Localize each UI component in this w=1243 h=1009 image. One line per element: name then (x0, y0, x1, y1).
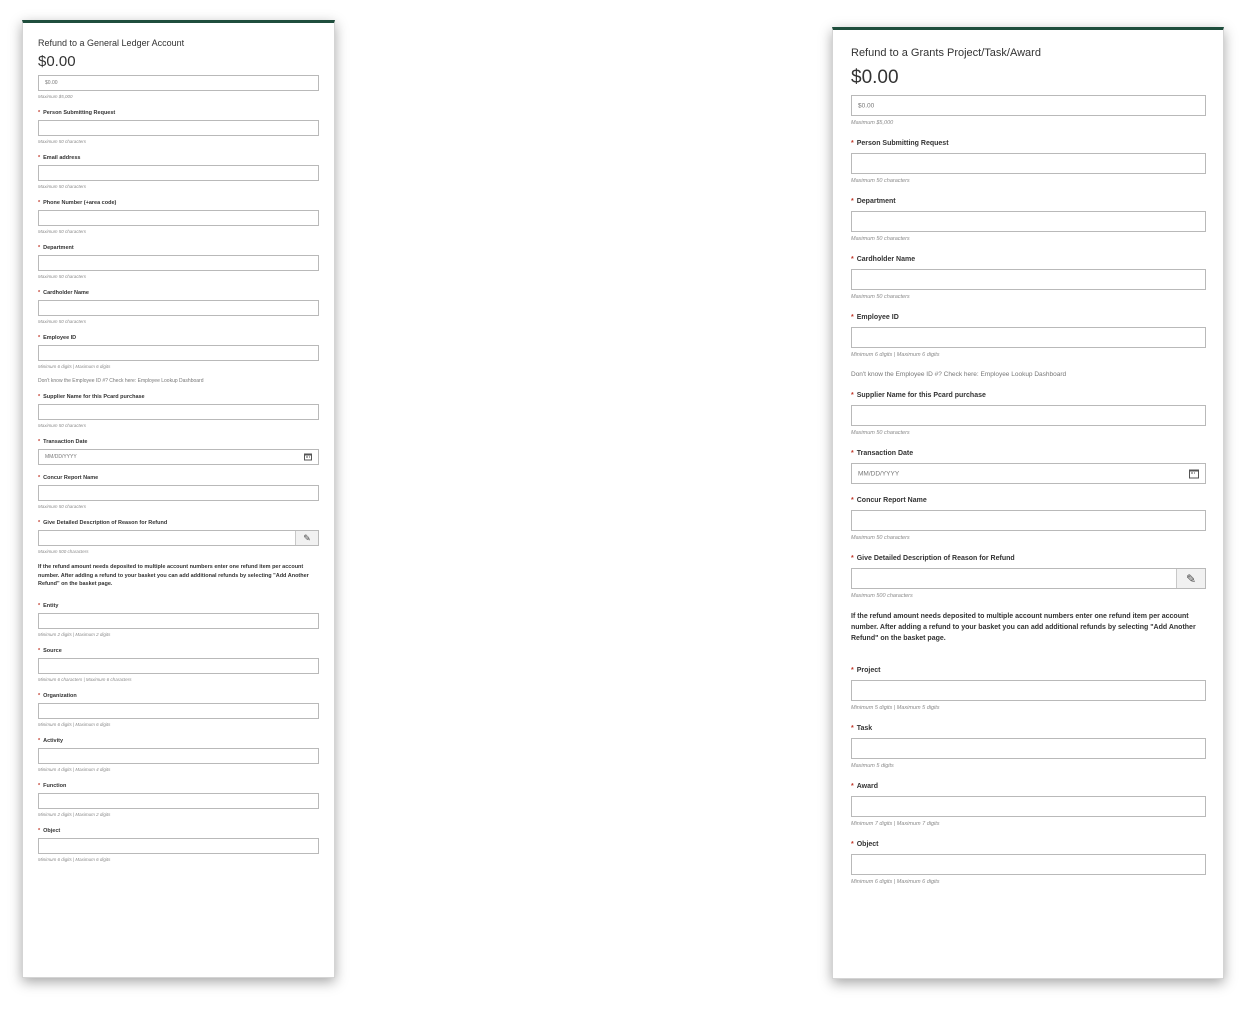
field-label: * Award (851, 782, 879, 790)
field-hint: Maximum 50 characters (851, 294, 910, 300)
field-label: * Phone Number (+area code) (38, 200, 117, 206)
amount-display: $0.00 (38, 53, 76, 70)
object-input[interactable] (851, 854, 1206, 875)
field-label: * Cardholder Name (38, 290, 89, 296)
transaction-date-input[interactable]: MM/DD/YYYY (851, 463, 1206, 484)
activity-input[interactable] (38, 748, 319, 764)
field-hint: Maximum 50 characters (38, 274, 87, 279)
field-hint: Maximum 50 characters (851, 535, 910, 541)
employee-lookup-link[interactable]: Employee Lookup Dashboard (980, 371, 1067, 378)
amount-hint: Maximum $5,000 (851, 120, 894, 126)
object-input[interactable] (38, 838, 319, 854)
field-hint: Maximum 50 characters (38, 139, 87, 144)
field-hint: Maximum 50 characters (38, 504, 87, 509)
field-hint: Minimum 6 digits | Maximum 6 digits (851, 878, 940, 885)
transaction-date-input[interactable]: MM/DD/YYYY (38, 449, 319, 465)
field-label: * Department (851, 198, 896, 205)
supplier-name-input[interactable] (38, 404, 319, 420)
field-hint: Minimum 6 digits | Maximum 6 digits (38, 721, 111, 727)
field-label: * Concur Report Name (851, 497, 927, 504)
project-input[interactable] (851, 680, 1206, 701)
field-hint: Minimum 2 digits | Maximum 2 digits (38, 811, 111, 817)
resize-handle-icon[interactable]: ✎ (295, 531, 318, 545)
form-title: Refund to a General Ledger Account (38, 38, 185, 48)
field-label: * Project (851, 666, 881, 674)
field-label: * Transaction Date (38, 439, 88, 445)
resize-handle-icon[interactable]: ✎ (1176, 569, 1205, 588)
employee-id-input[interactable] (851, 327, 1206, 348)
field-label: * Function (38, 782, 67, 789)
field-label: * Supplier Name for this Pcard purchase (851, 392, 986, 399)
field-label: * Transaction Date (851, 450, 914, 457)
amount-display: $0.00 (851, 67, 899, 88)
employee-lookup-link[interactable]: Employee Lookup Dashboard (137, 378, 204, 384)
field-label: * Give Detailed Description of Reason for Refund (38, 520, 168, 526)
field-hint: Maximum 50 characters (851, 178, 910, 184)
field-hint: Maximum 500 characters (851, 593, 913, 599)
description-textarea[interactable] (851, 568, 1206, 589)
supplier-name-input[interactable] (851, 405, 1206, 426)
field-hint: Minimum 6 characters | Maximum 6 characters (38, 676, 132, 682)
amount-hint: Maximum $5,000 (38, 94, 73, 99)
field-hint: Maximum 5 digits (851, 762, 894, 769)
field-label: * Source (38, 647, 62, 654)
field-hint: Minimum 2 digits | Maximum 2 digits (38, 631, 111, 637)
field-label: * Organization (38, 692, 77, 699)
field-hint: Minimum 6 digits | Maximum 6 digits (38, 364, 111, 369)
field-hint: Maximum 500 characters (38, 549, 89, 554)
amount-input[interactable]: $0.00 (38, 75, 319, 91)
field-label: * Concur Report Name (38, 475, 99, 481)
email-input[interactable] (38, 165, 319, 181)
grants-refund-form (832, 27, 1224, 979)
multiple-accounts-note: If the refund amount needs deposited to multiple account numbers enter one refund item per account number. After adding a refund to your basket you can add additional refunds by selecting "Add Another Refund" on the basket page. (851, 613, 1196, 642)
amount-input[interactable]: $0.00 (851, 95, 1206, 116)
field-label: * Supplier Name for this Pcard purchase (38, 394, 145, 400)
field-label: * Department (38, 245, 74, 251)
multiple-accounts-note: If the refund amount needs deposited to multiple account numbers enter one refund item per account number. After adding a refund to your basket you can add additional refunds by selecting "Add Another Refund" on the basket page. (38, 564, 309, 588)
field-label: * Object (851, 840, 879, 848)
function-input[interactable] (38, 793, 319, 809)
person-submitting-input[interactable] (851, 153, 1206, 174)
field-hint: Minimum 4 digits | Maximum 4 digits (38, 766, 111, 772)
form-title: Refund to a Grants Project/Task/Award (851, 47, 1041, 59)
field-hint: Maximum 50 characters (851, 236, 910, 242)
field-hint: Maximum 50 characters (38, 184, 87, 189)
field-label: * Entity (38, 602, 59, 609)
concur-report-input[interactable] (851, 510, 1206, 531)
organization-input[interactable] (38, 703, 319, 719)
field-label: * Email address (38, 155, 81, 161)
cardholder-name-input[interactable] (38, 300, 319, 316)
field-hint: Minimum 6 digits | Maximum 6 digits (38, 856, 111, 862)
gl-refund-form (22, 20, 335, 978)
calendar-icon[interactable] (1189, 469, 1199, 478)
field-hint: Maximum 50 characters (38, 423, 87, 428)
award-input[interactable] (851, 796, 1206, 817)
field-label: * Cardholder Name (851, 256, 916, 263)
field-label: * Person Submitting Request (851, 140, 949, 147)
description-textarea[interactable] (38, 530, 319, 546)
field-hint: Maximum 50 characters (851, 430, 910, 436)
source-input[interactable] (38, 658, 319, 674)
field-hint: Maximum 50 characters (38, 319, 87, 324)
concur-report-input[interactable] (38, 485, 319, 501)
task-input[interactable] (851, 738, 1206, 759)
field-hint: Minimum 7 digits | Maximum 7 digits (851, 820, 940, 827)
field-label: * Give Detailed Description of Reason for Refund (851, 555, 1015, 562)
field-hint: Maximum 50 characters (38, 229, 87, 234)
employee-id-input[interactable] (38, 345, 319, 361)
field-label: * Employee ID (38, 335, 77, 341)
department-input[interactable] (851, 211, 1206, 232)
field-label: * Employee ID (851, 314, 899, 321)
calendar-icon[interactable] (304, 454, 312, 461)
field-hint: Minimum 6 digits | Maximum 6 digits (851, 352, 940, 358)
cardholder-name-input[interactable] (851, 269, 1206, 290)
department-input[interactable] (38, 255, 319, 271)
field-hint: Minimum 5 digits | Maximum 5 digits (851, 704, 940, 711)
person-submitting-input[interactable] (38, 120, 319, 136)
field-label: * Object (38, 827, 61, 834)
field-label: * Activity (38, 737, 64, 744)
field-label: * Person Submitting Request (38, 110, 116, 116)
employee-lookup-note: Don't know the Employee ID #? Check here: Employee Lookup Dashboard (38, 378, 204, 384)
entity-input[interactable] (38, 613, 319, 629)
phone-input[interactable] (38, 210, 319, 226)
employee-lookup-note: Don't know the Employee ID #? Check here: Employee Lookup Dashboard (851, 371, 1067, 378)
field-label: * Task (851, 724, 873, 732)
